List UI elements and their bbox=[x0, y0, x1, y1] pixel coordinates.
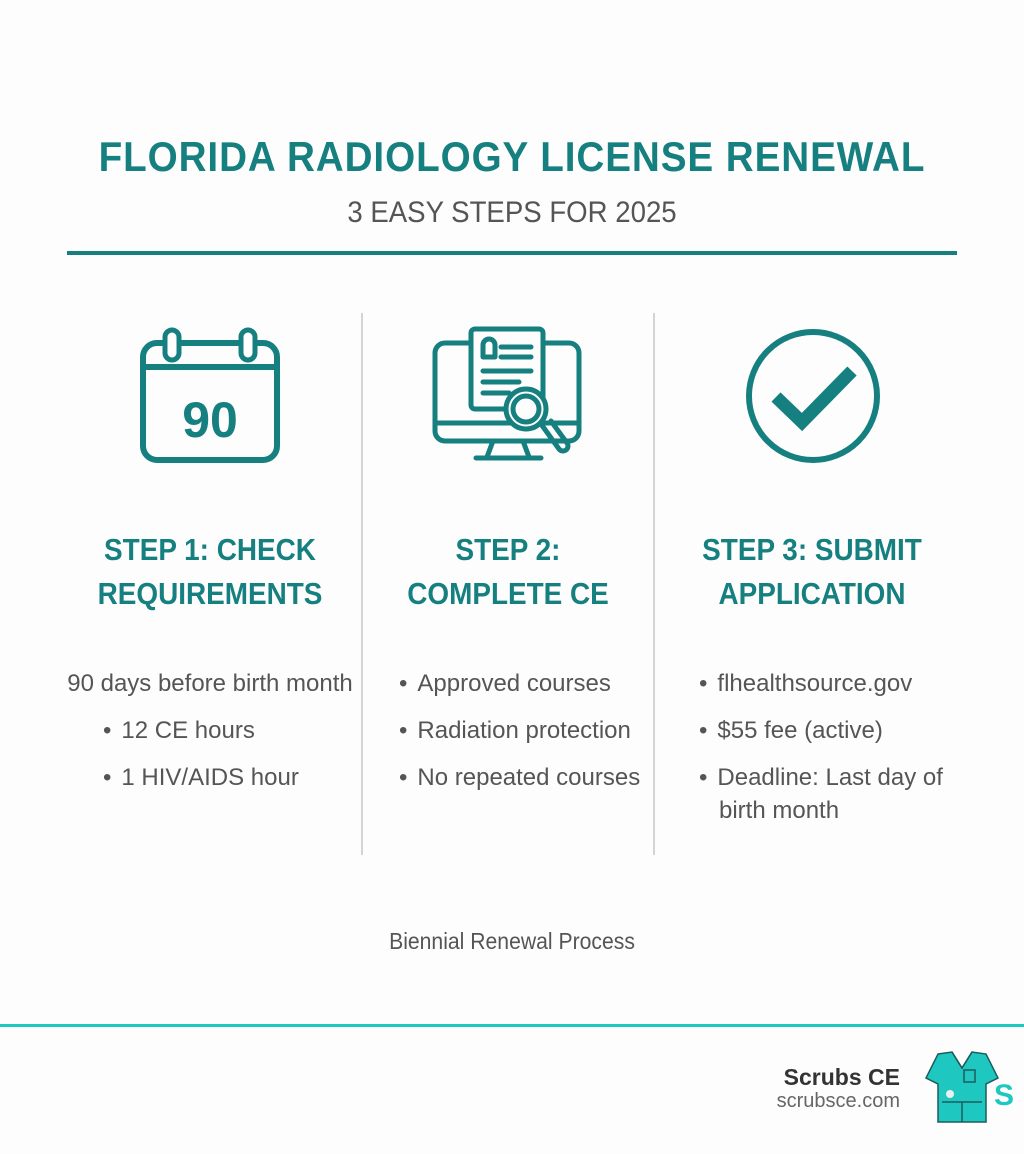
step-2-heading bbox=[378, 528, 639, 616]
list-item: • 1 HIV/AIDS hour bbox=[103, 754, 355, 801]
calendar-number: 90 bbox=[182, 392, 238, 448]
list-item-continuation: birth month bbox=[719, 797, 840, 824]
heading-line: REQUIREMENTS bbox=[97, 576, 323, 611]
brand-url: scrubsce.com bbox=[776, 1090, 900, 1112]
calendar-icon bbox=[135, 325, 285, 470]
step-1-heading bbox=[80, 528, 341, 616]
checkmark-circle-icon bbox=[742, 325, 884, 467]
column-divider bbox=[653, 313, 655, 855]
step-2-details bbox=[399, 660, 640, 801]
list-item: • $55 fee (active) bbox=[699, 707, 943, 754]
scrubs-logo-icon bbox=[922, 1050, 1024, 1126]
heading-line: STEP 3: SUBMIT bbox=[702, 532, 922, 567]
step-3-details bbox=[699, 660, 943, 824]
monitor-document-search-icon bbox=[431, 325, 586, 465]
step-intro: 90 days before birth month bbox=[67, 670, 353, 697]
page-title: FLORIDA RADIOLOGY LICENSE RENEWAL bbox=[98, 133, 926, 180]
footer-note: Biennial Renewal Process bbox=[389, 928, 635, 954]
list-item: • Approved courses bbox=[399, 660, 640, 707]
heading-line: COMPLETE CE bbox=[407, 576, 609, 611]
step-3-heading bbox=[682, 528, 943, 616]
list-item: • Radiation protection bbox=[399, 707, 640, 754]
list-item: • flhealthsource.gov bbox=[699, 660, 943, 707]
list-item: • 12 CE hours bbox=[103, 707, 355, 754]
footer-divider bbox=[0, 1024, 1024, 1027]
brand-name: Scrubs CE bbox=[783, 1064, 900, 1090]
list-item: • Deadline: Last day of bbox=[699, 754, 943, 801]
heading-line: APPLICATION bbox=[718, 576, 906, 611]
svg-text:S: S bbox=[994, 1079, 1015, 1112]
step-1-details bbox=[65, 660, 355, 801]
column-divider bbox=[361, 313, 363, 855]
heading-line: STEP 2: bbox=[455, 532, 561, 567]
header-divider bbox=[67, 251, 957, 255]
list-item: • No repeated courses bbox=[399, 754, 640, 801]
page-subtitle: 3 EASY STEPS FOR 2025 bbox=[347, 196, 677, 229]
heading-line: STEP 1: CHECK bbox=[104, 532, 316, 567]
